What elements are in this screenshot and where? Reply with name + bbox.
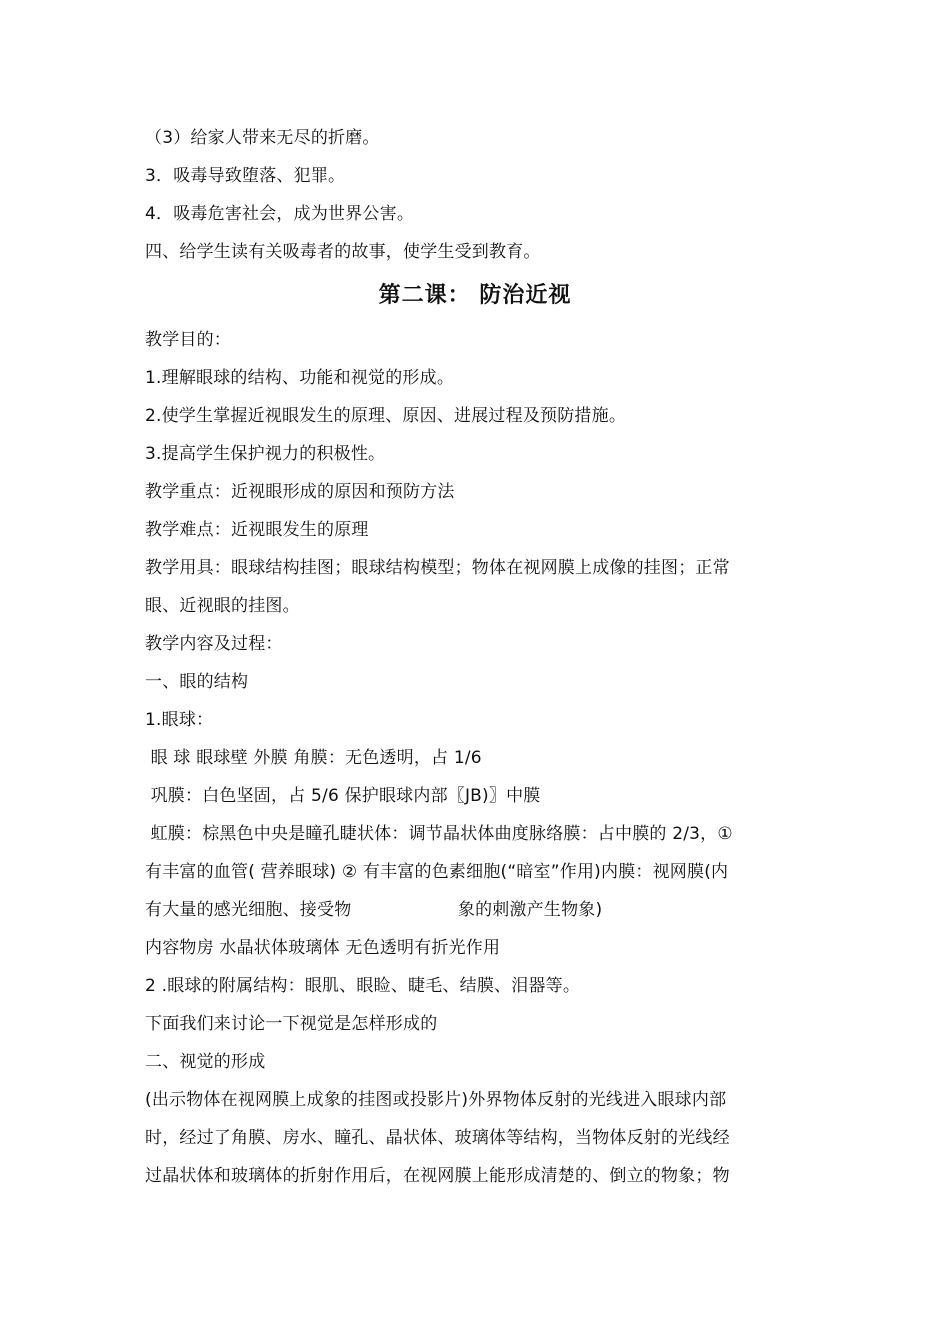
text-line-discussion: 下面我们来讨论一下视觉是怎样形成的 xyxy=(145,1014,438,1034)
text-line-vision-3: 过晶状体和玻璃体的折射作用后，在视网膜上能形成清楚的、倒立的物象；物 xyxy=(145,1166,730,1186)
text-line-goal-3: 3.提高学生保护视力的积极性。 xyxy=(145,444,386,464)
text-line-goal-2: 2.使学生掌握近视眼发生的原理、原因、进展过程及预防措施。 xyxy=(145,406,627,426)
text-line-social-harm: 4．吸毒危害社会，成为世界公害。 xyxy=(145,204,415,224)
text-line-goal-1: 1.理解眼球的结构、功能和视觉的形成。 xyxy=(145,368,455,388)
text-line-contents: 内容物房 水晶状体玻璃体 无色透明有折光作用 xyxy=(145,938,501,958)
text-line-sclera: 巩膜：白色坚固，占 5/6 保护眼球内部〖JB)〗中膜 xyxy=(145,786,541,806)
text-line-iris: 虹膜：棕黑色中央是瞳孔睫状体：调节晶状体曲度脉络膜：占中膜的 2/3，① xyxy=(145,824,733,844)
text-line-tools-cont: 眼、近视眼的挂图。 xyxy=(145,596,300,616)
text-line-blood-vessels: 有丰富的血管( 营养眼球) ② 有丰富的色素细胞(“暗室”作用)内膜：视网膜(内 xyxy=(145,862,729,882)
text-line-eyeball: 1.眼球： xyxy=(145,710,214,730)
text-line-read-story: 四、给学生读有关吸毒者的故事，使学生受到教育。 xyxy=(145,242,541,262)
text-line-teaching-goals: 教学目的： xyxy=(145,330,231,350)
text-line-cornea: 眼 球 眼球壁 外膜 角膜：无色透明，占 1/6 xyxy=(145,748,482,768)
section-heading-vision-formation: 二、视觉的形成 xyxy=(145,1052,266,1072)
text-line-vision-1: (出示物体在视网膜上成象的挂图或投影片)外界物体反射的光线进入眼球内部 xyxy=(145,1090,727,1110)
text-line-content-process: 教学内容及过程： xyxy=(145,634,283,654)
text-line-photoreceptors: 有大量的感光细胞、接受物 象的刺激产生物象) xyxy=(145,900,603,920)
text-line-vision-2: 时，经过了角膜、房水、瞳孔、晶状体、玻璃体等结构，当物体反射的光线经 xyxy=(145,1128,730,1148)
text-line-drug-crime: 3．吸毒导致堕落、犯罪。 xyxy=(145,166,346,186)
text-line-family-suffering: （3）给家人带来无尽的折磨。 xyxy=(145,128,380,148)
section-heading-eye-structure: 一、眼的结构 xyxy=(145,672,249,692)
lesson-title: 第二课： 防治近视 xyxy=(378,283,572,308)
text-line-accessory-structures: 2 .眼球的附属结构：眼肌、眼睑、睫毛、结膜、泪器等。 xyxy=(145,976,581,996)
text-line-key-points: 教学重点：近视眼形成的原因和预防方法 xyxy=(145,482,455,502)
text-line-tools: 教学用具：眼球结构挂图；眼球结构模型；物体在视网膜上成像的挂图；正常 xyxy=(145,558,730,578)
text-line-difficulties: 教学难点：近视眼发生的原理 xyxy=(145,520,369,540)
